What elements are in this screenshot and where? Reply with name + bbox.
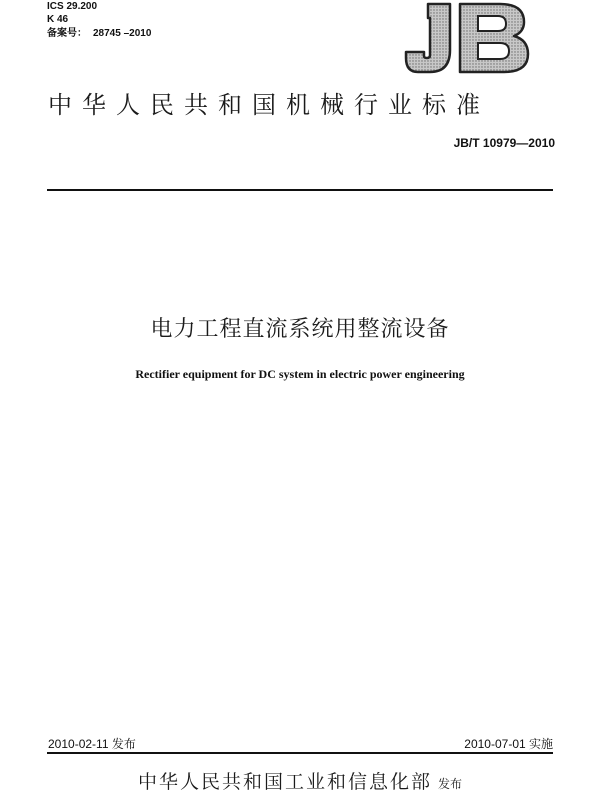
ics-code: ICS 29.200 bbox=[47, 1, 98, 12]
issue-date: 2010-02-11 发布 bbox=[48, 737, 136, 751]
record-label: 备案号： bbox=[47, 28, 87, 39]
bottom-divider bbox=[47, 752, 553, 754]
publisher-name: 中华人民共和国工业和信息化部 bbox=[137, 771, 432, 793]
document-title-cn: 电力工程直流系统用整流设备 bbox=[150, 317, 450, 342]
top-divider bbox=[47, 189, 553, 191]
classification-code: K 46 bbox=[47, 14, 69, 25]
standard-category-title: 中华人民共和国机械行业标准 bbox=[48, 91, 490, 119]
standard-number: JB/T 10979—2010 bbox=[453, 136, 555, 150]
publisher-line bbox=[0, 767, 600, 794]
implementation-date: 2010-07-01 实施 bbox=[464, 737, 553, 751]
publisher-suffix: 发布 bbox=[438, 777, 463, 791]
record-number: 28745 –2010 bbox=[93, 28, 152, 39]
jb-logo bbox=[400, 0, 532, 78]
document-title-en: Rectifier equipment for DC system in electric power engineering bbox=[135, 367, 465, 381]
record-number-line bbox=[47, 28, 151, 40]
